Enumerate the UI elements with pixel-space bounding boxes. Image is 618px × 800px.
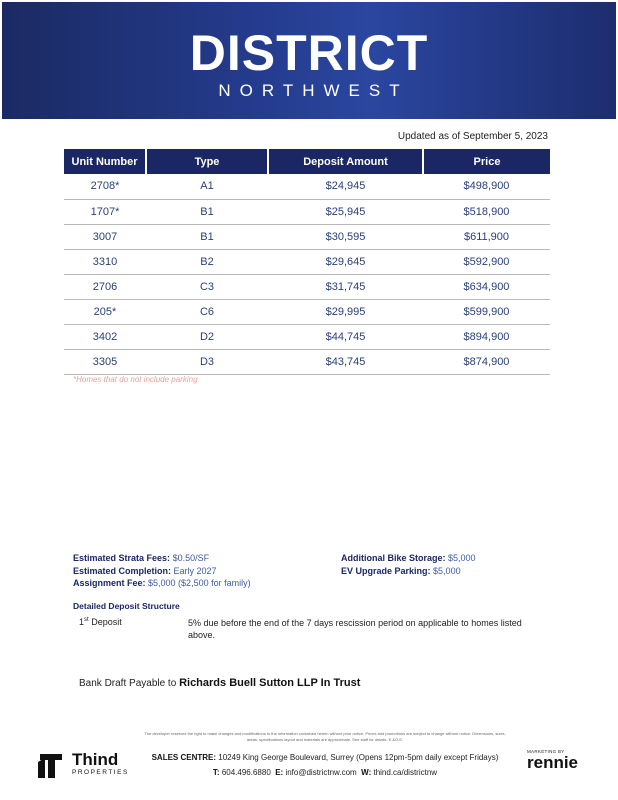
deposit-label	[79, 617, 122, 627]
type-cell: B2	[146, 249, 268, 274]
ev-parking-label: EV Upgrade Parking:	[341, 565, 431, 576]
strata-fees-value: $0.50/SF	[172, 553, 210, 563]
table-row	[64, 224, 550, 249]
unit-number-cell: 205*	[64, 299, 146, 324]
logo-subtitle: NORTHWEST	[218, 81, 409, 100]
bank-draft-payee: Richards Buell Sutton LLP In Trust	[179, 677, 361, 689]
completion-value: Early 2027	[173, 565, 217, 576]
email-label: E:	[275, 768, 284, 777]
type-cell: B1	[146, 224, 268, 249]
ev-parking-value: $5,000	[433, 565, 461, 576]
thind-logo	[38, 750, 138, 780]
strata-fees-label: Estimated Strata Fees:	[73, 553, 171, 563]
deposit-word: Deposit	[91, 617, 122, 627]
table-row	[64, 174, 550, 199]
price-cell: $874,900	[423, 349, 550, 374]
deposit-cell: $43,745	[268, 349, 423, 374]
unit-number-cell: 3305	[64, 349, 146, 374]
type-cell: D2	[146, 324, 268, 349]
unit-number-cell: 3310	[64, 249, 146, 274]
logo-title: DISTRICT	[189, 25, 429, 81]
fees-right	[341, 552, 476, 577]
assignment-fee-label: Assignment Fee:	[73, 578, 146, 588]
deposit-structure-title: Detailed Deposit Structure	[73, 601, 180, 611]
sales-centre-info	[140, 750, 510, 780]
bank-draft-line	[79, 677, 360, 689]
deposit-cell: $44,745	[268, 324, 423, 349]
completion-label: Estimated Completion:	[73, 565, 172, 576]
table-row	[64, 349, 550, 374]
updated-date: Updated as of September 5, 2023	[397, 131, 548, 142]
bike-storage-line	[341, 552, 476, 565]
email-link[interactable]: info@districtnw.com	[285, 768, 357, 777]
assignment-fee-value: $5,000 ($2,500 for family)	[148, 578, 251, 588]
bank-draft-prefix: Bank Draft Payable to	[79, 678, 177, 689]
ev-parking-line	[341, 565, 476, 578]
sales-label: SALES CENTRE:	[151, 753, 217, 762]
unit-number-cell: 3402	[64, 324, 146, 349]
sales-address: 10249 King George Boulevard, Surrey (Opens 12pm-5pm daily except Fridays)	[218, 753, 499, 762]
deposit-cell: $29,995	[268, 299, 423, 324]
marketing-by-label: MARKETING BY	[527, 749, 565, 754]
table-row	[64, 324, 550, 349]
website-link[interactable]: thind.ca/districtnw	[373, 768, 438, 777]
type-cell: D3	[146, 349, 268, 374]
pricing-table	[64, 149, 550, 375]
thind-name: Thind	[72, 750, 119, 769]
table-row	[64, 299, 550, 324]
price-cell: $611,900	[423, 224, 550, 249]
price-cell: $592,900	[423, 249, 550, 274]
header-banner	[2, 2, 616, 119]
deposit-cell: $25,945	[268, 199, 423, 224]
thind-logo-icon	[38, 752, 64, 778]
rennie-name: rennie	[527, 753, 579, 772]
table-row	[64, 199, 550, 224]
table-header-row	[64, 149, 550, 174]
table-row	[64, 274, 550, 299]
strata-fees-line	[73, 552, 251, 565]
unit-number-cell: 1707*	[64, 199, 146, 224]
deposit-cell: $31,745	[268, 274, 423, 299]
price-cell: $498,900	[423, 174, 550, 199]
thind-subtitle: PROPERTIES	[72, 769, 129, 776]
deposit-ordinal: st	[84, 617, 89, 623]
sales-address-line	[140, 750, 510, 765]
unit-number-cell: 2708*	[64, 174, 146, 199]
tel-label: T:	[212, 768, 220, 777]
telephone: 604.496.6880	[221, 768, 271, 777]
bike-storage-value: $5,000	[448, 553, 476, 563]
type-cell: B1	[146, 199, 268, 224]
deposit-number: 1	[79, 617, 85, 627]
header-type: Type	[146, 149, 268, 174]
deposit-description: 5% due before the end of the 7 days rescission period on applicable to homes listed above.	[188, 618, 522, 640]
price-cell: $599,900	[423, 299, 550, 324]
rennie-logo	[527, 749, 578, 772]
disclaimer: The developer reserves the right to make changes and modifications to the information contained herein without prior notice. Prices and promotions are subject to change without notice. Dimensions, sizes, areas, specifications layout and materials are approximate. See staff for details. E.&O.E.	[144, 731, 506, 742]
parking-note: *Homes that do not include parking	[73, 375, 198, 384]
price-cell: $518,900	[423, 199, 550, 224]
type-cell: C6	[146, 299, 268, 324]
header-unit-number: Unit Number	[64, 149, 146, 174]
price-cell: $634,900	[423, 274, 550, 299]
header-price: Price	[423, 149, 550, 174]
assignment-fee-line	[73, 577, 251, 590]
web-label: W:	[361, 768, 372, 777]
contact-line	[140, 765, 510, 780]
type-cell: A1	[146, 174, 268, 199]
table-row	[64, 249, 550, 274]
bike-storage-label: Additional Bike Storage:	[341, 553, 446, 563]
deposit-cell: $24,945	[268, 174, 423, 199]
type-cell: C3	[146, 274, 268, 299]
unit-number-cell: 3007	[64, 224, 146, 249]
header-deposit-amount: Deposit Amount	[268, 149, 423, 174]
deposit-cell: $30,595	[268, 224, 423, 249]
completion-line	[73, 565, 251, 578]
unit-number-cell: 2706	[64, 274, 146, 299]
fees-left	[73, 552, 251, 590]
price-cell: $894,900	[423, 324, 550, 349]
deposit-cell: $29,645	[268, 249, 423, 274]
